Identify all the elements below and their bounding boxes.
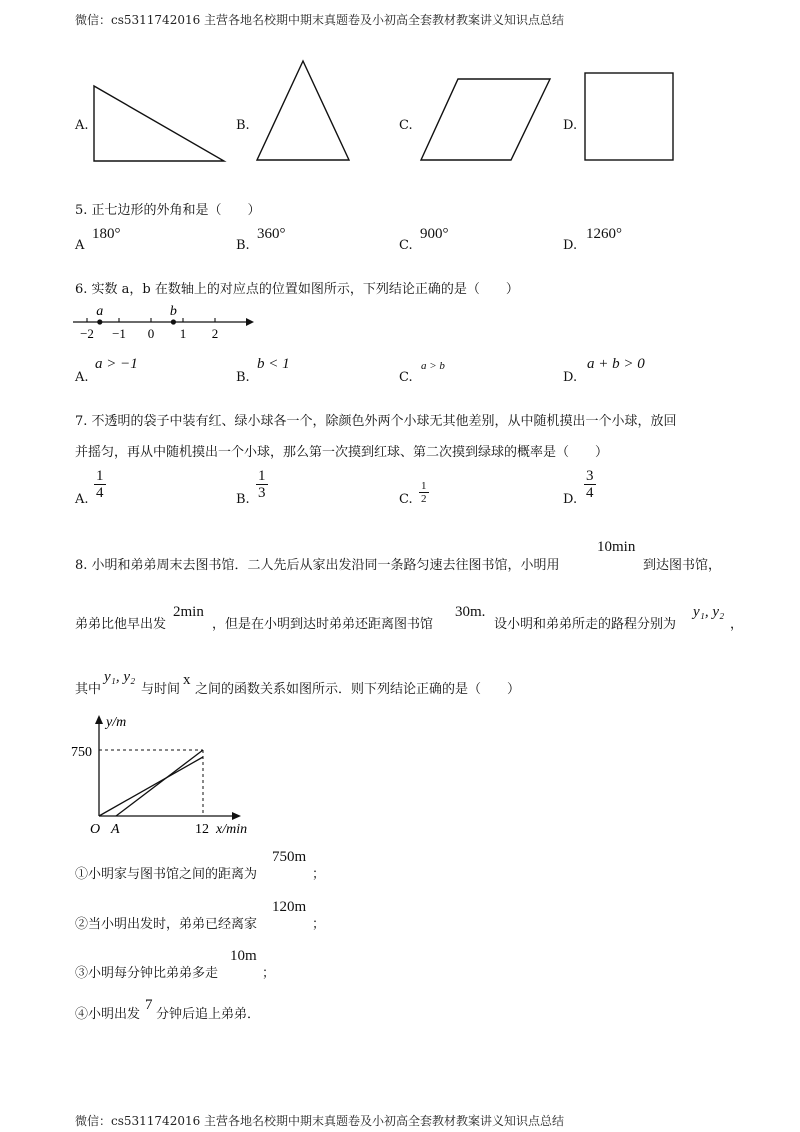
q6-option-b-letter: B. — [236, 370, 250, 385]
q4-option-d-letter: D. — [563, 118, 578, 133]
q7-option-b-denominator: 3 — [258, 485, 266, 501]
q7-option-d-letter: D. — [563, 492, 578, 507]
point-a-label: a — [96, 304, 104, 319]
origin-label: O — [90, 822, 101, 837]
q8-line2-value-2: 30m. — [455, 604, 486, 620]
q4-option-c-letter: C. — [399, 118, 413, 133]
q8-statement-2-end: ； — [312, 917, 326, 932]
q8-line2-text-d: ， — [730, 617, 744, 632]
q5-option-a-letter: A — [75, 238, 85, 253]
q5-option-c-letter: C. — [399, 238, 413, 253]
q8-line2-text-a: 弟弟比他早出发 — [75, 617, 167, 632]
q6-option-a-value: a > −1 — [95, 356, 138, 372]
q8-line3-text-a: 其中 — [75, 682, 102, 697]
q6-option-d-letter: D. — [563, 370, 578, 385]
tick-label-1: 1 — [179, 326, 187, 341]
y-axis-arrow — [95, 715, 103, 724]
q6-option-c-value: a > b — [421, 360, 445, 372]
q7-option-d-fraction — [584, 468, 596, 501]
q5-option-d-value: 1260° — [586, 226, 622, 242]
isosceles-triangle-icon — [254, 58, 354, 164]
q6-option-a-letter: A. — [75, 370, 89, 385]
q6-option-c-letter: C. — [399, 370, 413, 385]
q8-line1-value: 10min — [597, 539, 636, 555]
q5-option-c-value: 900° — [420, 226, 449, 242]
q5-option-a-value: 180° — [92, 226, 121, 242]
q6-option-d-value: a + b > 0 — [587, 356, 645, 372]
q6-option-b-value: b < 1 — [257, 356, 290, 372]
q8-statement-1-end: ； — [312, 867, 326, 882]
q5-option-b-value: 360° — [257, 226, 286, 242]
q8-line2-value-1: 2min — [173, 604, 204, 620]
q6-stem: 6. 实数 a，b 在数轴上的对应点的位置如图所示，下列结论正确的是（ ） — [75, 282, 519, 297]
q8-line2-text-b: ，但是在小明到达时弟弟还距离图书馆 — [212, 617, 434, 632]
y-tick-750: 750 — [71, 745, 92, 760]
q6-number-line — [70, 302, 255, 342]
tick-label-neg1: −1 — [112, 326, 126, 341]
q7-stem-line2: 并摇匀，再从中随机摸出一个小球，那么第一次摸到红球、第二次摸到绿球的概率是（ ） — [75, 445, 609, 460]
q8-statement-3-end: ； — [262, 966, 276, 981]
q7-option-b-numerator: 1 — [258, 468, 266, 484]
q8-statement-2-text: ②当小明出发时，弟弟已经离家 — [75, 917, 258, 932]
q5-option-b-letter: B. — [236, 238, 250, 253]
q8-statement-1-text: ①小明家与图书馆之间的距离为 — [75, 867, 258, 882]
q8-line1-text-a: 8. 小明和弟弟周末去图书馆．二人先后从家出发沿同一条路匀速去往图书馆，小明用 — [75, 558, 560, 573]
y-axis-label: y/m — [106, 715, 127, 730]
q5-option-d-letter: D. — [563, 238, 578, 253]
point-b-label: b — [169, 304, 177, 319]
x-axis-label: x/min — [216, 822, 248, 837]
q7-option-c-numerator: 1 — [421, 480, 427, 492]
q7-option-b-letter: B. — [236, 492, 250, 507]
q7-option-c-letter: C. — [399, 492, 413, 507]
x-tick-12: 12 — [195, 822, 209, 837]
q8-statement-3-text: ③小明每分钟比弟弟多走 — [75, 966, 219, 981]
q8-line3-value-1: y₁, y₂ — [104, 669, 136, 685]
q8-line3-text-b: 与时间 — [141, 682, 181, 697]
q7-option-d-numerator: 3 — [586, 468, 594, 484]
q5-stem: 5. 正七边形的外角和是（ ） — [75, 203, 261, 218]
q8-line2-value-3: y₁, y₂ — [693, 604, 725, 620]
right-triangle-icon — [90, 82, 230, 166]
q8-line2-text-c: 设小明和弟弟所走的路程分别为 — [494, 617, 677, 632]
q8-statement-1-value: 750m — [272, 849, 307, 865]
q8-statement-4-end: 分钟后追上弟弟． — [156, 1007, 261, 1022]
q4-option-b-letter: B. — [236, 118, 250, 133]
q4-option-a-letter: A. — [75, 118, 89, 133]
q7-option-c-fraction — [419, 480, 429, 505]
page-header: 微信：cs5311742016 主营各地名校期中期末真题卷及小初高全套教材教案讲义知识点总结 — [75, 13, 565, 27]
q8-line1-text-b: 到达图书馆， — [643, 558, 722, 573]
point-b-marker — [171, 319, 176, 324]
q8-statement-4-text: ④小明出发 — [75, 1007, 141, 1022]
q8-statement-4-value: 7 — [145, 997, 153, 1013]
q8-line3-value-2: x — [183, 672, 191, 688]
line-y1-xiaoming — [116, 750, 203, 816]
q7-stem-line1: 7. 不透明的袋子中装有红、绿小球各一个，除颜色外两个小球无其他差别，从中随机摸出一个小球，放回 — [75, 414, 677, 429]
q7-option-a-denominator: 4 — [96, 485, 104, 501]
point-a-marker — [97, 319, 102, 324]
q8-statement-3-value: 10m — [230, 948, 257, 964]
page-footer: 微信：cs5311742016 主营各地名校期中期末真题卷及小初高全套教材教案讲义知识点总结 — [75, 1114, 565, 1128]
parallelogram-icon — [418, 76, 554, 164]
q7-option-c-denominator: 2 — [421, 493, 427, 505]
square-icon — [582, 70, 678, 164]
tick-label-0: 0 — [147, 326, 155, 341]
q7-option-a-numerator: 1 — [96, 468, 104, 484]
x-axis-arrow — [232, 812, 241, 820]
q8-statement-2-value: 120m — [272, 899, 307, 915]
q7-option-a-letter: A. — [75, 492, 89, 507]
tick-label-2: 2 — [211, 326, 219, 341]
q7-option-a-fraction — [94, 468, 106, 501]
point-a-label: A — [111, 822, 120, 837]
q8-function-graph — [70, 712, 270, 840]
line-y2-brother — [99, 757, 203, 816]
q7-option-b-fraction — [256, 468, 268, 501]
q8-line3-text-c: 之间的函数关系如图所示．则下列结论正确的是（ ） — [195, 682, 521, 697]
q7-option-d-denominator: 4 — [586, 485, 594, 501]
tick-label-neg2: −2 — [80, 326, 94, 341]
